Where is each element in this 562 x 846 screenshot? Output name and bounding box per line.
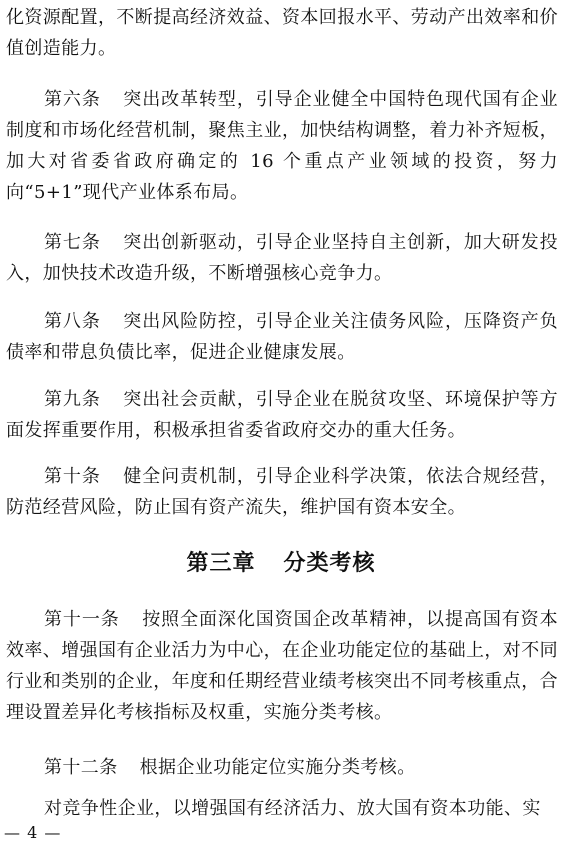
article-number: 第七条 [44, 232, 101, 253]
article-9 [6, 384, 558, 446]
paragraph-continuation [6, 2, 558, 64]
article-number: 第八条 [44, 311, 101, 332]
article-text: 突出风险防控，引导企业关注债务风险，压降资产负债率和带息负债比率，促进企业健康发展。 [6, 311, 559, 363]
article-number: 第六条 [44, 89, 101, 110]
article-11 [6, 604, 558, 728]
article-text: 健全问责机制，引导企业科学决策，依法合规经营，防范经营风险，防止国有资产流失，维护国有资本安全。 [6, 466, 559, 518]
article-text: 根据企业功能定位实施分类考核。 [139, 757, 416, 778]
article-7 [6, 227, 558, 289]
paragraph-competitive [6, 793, 558, 824]
article-6 [6, 84, 558, 208]
article-text: 突出社会贡献，引导企业在脱贫攻坚、环境保护等方面发挥重要作用，积极承担省委省政府交办的重大任务。 [6, 389, 559, 441]
article-text: 按照全面深化国资国企改革精神，以提高国有资本效率、增强国有企业活力为中心，在企业功能定位的基础上，对不同行业和类别的企业，年度和任期经营业绩考核突出不同考核重点，合理设置差异化考核指标及权重，实施分类考核。 [6, 609, 558, 723]
paragraph-text: 对竞争性企业，以增强国有经济活力、放大国有资本功能、实 [44, 798, 541, 819]
article-number: 第十条 [44, 466, 101, 487]
article-number: 第九条 [44, 389, 101, 410]
article-number: 第十一条 [44, 609, 120, 630]
paragraph-text: 化资源配置，不断提高经济效益、资本回报水平、劳动产出效率和价值创造能力。 [6, 7, 558, 59]
article-text: 突出创新驱动，引导企业坚持自主创新，加大研发投入，加快技术改造升级，不断增强核心竞争力。 [6, 232, 559, 284]
chapter-heading [0, 548, 562, 578]
page-number: — 4 — [4, 823, 62, 842]
article-10 [6, 461, 558, 523]
article-8 [6, 306, 558, 368]
article-text: 突出改革转型，引导企业健全中国特色现代国有企业制度和市场化经营机制，聚焦主业，加快结构调整，着力补齐短板，加大对省委省政府确定的 16 个重点产业领域的投资，努力向“5+1”现代产业体系布局。 [6, 89, 559, 203]
chapter-number: 第三章 [186, 550, 256, 576]
chapter-title: 分类考核 [283, 550, 376, 576]
article-number: 第十二条 [44, 757, 118, 778]
article-12 [6, 752, 558, 783]
